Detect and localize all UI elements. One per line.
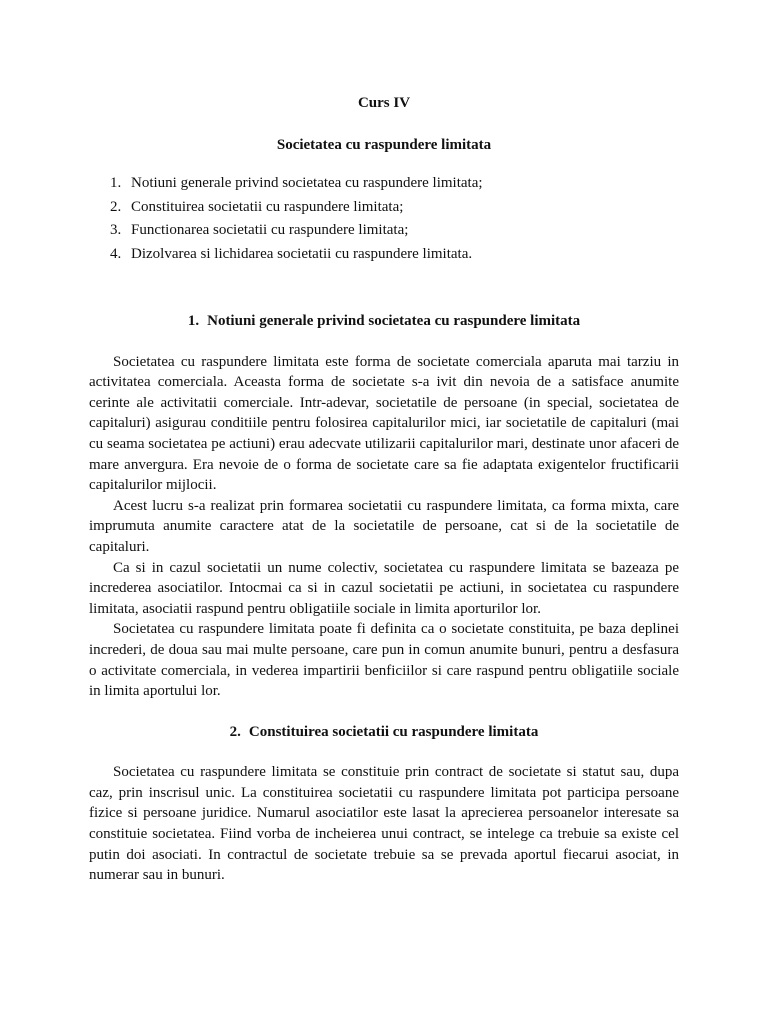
toc-item-number: 1. <box>110 175 122 191</box>
course-title: Curs IV <box>357 95 411 111</box>
toc-item <box>89 172 679 196</box>
toc-item <box>89 219 679 243</box>
document-subtitle: Societatea cu raspundere limitata <box>276 137 492 153</box>
toc-item <box>89 196 679 220</box>
toc-item-text: Notiuni generale privind societatea cu raspundere limitata; <box>131 175 483 191</box>
paragraph: Societatea cu raspundere limitata se constituie prin contract de societate si statut sau, dupa caz, prin inscrisul unic. La constituirea societatii cu raspundere limitata pot participa persoane fizice si persoane juridice. Numarul asociatilor este lasat la aprecierea persoanelor interesate sa constituie societatea. Fiind vorba de incheierea unui contract, se intelege ca trebuie sa existe cel putin doi asociati. In contractul de societate trebuie sa se prevada aportul fiecarui asociat, in numerar sau in bunuri. <box>89 764 679 884</box>
toc-item <box>89 243 679 267</box>
toc-item-number: 4. <box>110 245 122 262</box>
toc-item-text: Functionarea societatii cu raspundere limitata; <box>131 222 409 238</box>
paragraph: Ca si in cazul societatii un nume colectiv, societatea cu raspundere limitata se bazeaza pe increderea asociatilor. Intocmai ca si in cazul societatii pe actiuni, in societatea cu raspundere limitata, asociatii raspund pentru obligatiile sociale in limita aporturilor lor. <box>89 559 679 617</box>
paragraph: Societatea cu raspundere limitata este forma de societate comerciala aparuta mai tarziu in activitatea comerciala. Aceasta forma de societate s-a ivit din nevoia de a satisface anumite cerinte ale activitatii comerciale. Intr-adevar, societatile de persoane (in special, societatea de capitaluri) asigurau conditiile pentru folosirea capitalurilor mici, iar societatile de capitaluri (mai cu seama societatea pe actiuni) erau adecvate utilizarii capitalurilor mari, destinate unor afaceri de mare anvergura. Era nevoie de o forma de societate care sa fie adaptata exigentelor fructificarii capitalurilor mijlocii. <box>89 353 679 494</box>
table-of-contents <box>89 172 679 266</box>
toc-item-number: 3. <box>110 222 122 238</box>
section-body <box>89 762 679 886</box>
section-heading <box>89 311 679 332</box>
section-number: 2. <box>229 723 241 740</box>
section-heading <box>89 722 679 743</box>
section-title: Notiuni generale privind societatea cu raspundere limitata <box>207 313 581 329</box>
paragraph: Acest lucru s-a realizat prin formarea societatii cu raspundere limitata, ca forma mixta, care imprumuta anumite caractere atat de la societatile de persoane, cat si de la societatile de capitaluri. <box>89 497 679 555</box>
section-number: 1. <box>187 313 200 329</box>
toc-item-text: Dizolvarea si lichidarea societatii cu raspundere limitata. <box>131 245 473 262</box>
paragraph: Societatea cu raspundere limitata poate fi definita ca o societate constituita, pe baza deplinei increderi, de doua sau mai multe persoane, care pun in comun anumite bunuri, pentru a desfasura o activitate comerciala, in vederea impartirii benficiilor si care raspund pentru obligatiile sociale in limita aportului lor. <box>89 621 679 700</box>
section-title: Constituirea societatii cu raspundere limitata <box>248 723 539 740</box>
document-page <box>89 93 679 886</box>
section-body <box>89 352 679 702</box>
toc-item-number: 2. <box>110 198 122 215</box>
toc-item-text: Constituirea societatii cu raspundere limitata; <box>131 198 404 215</box>
